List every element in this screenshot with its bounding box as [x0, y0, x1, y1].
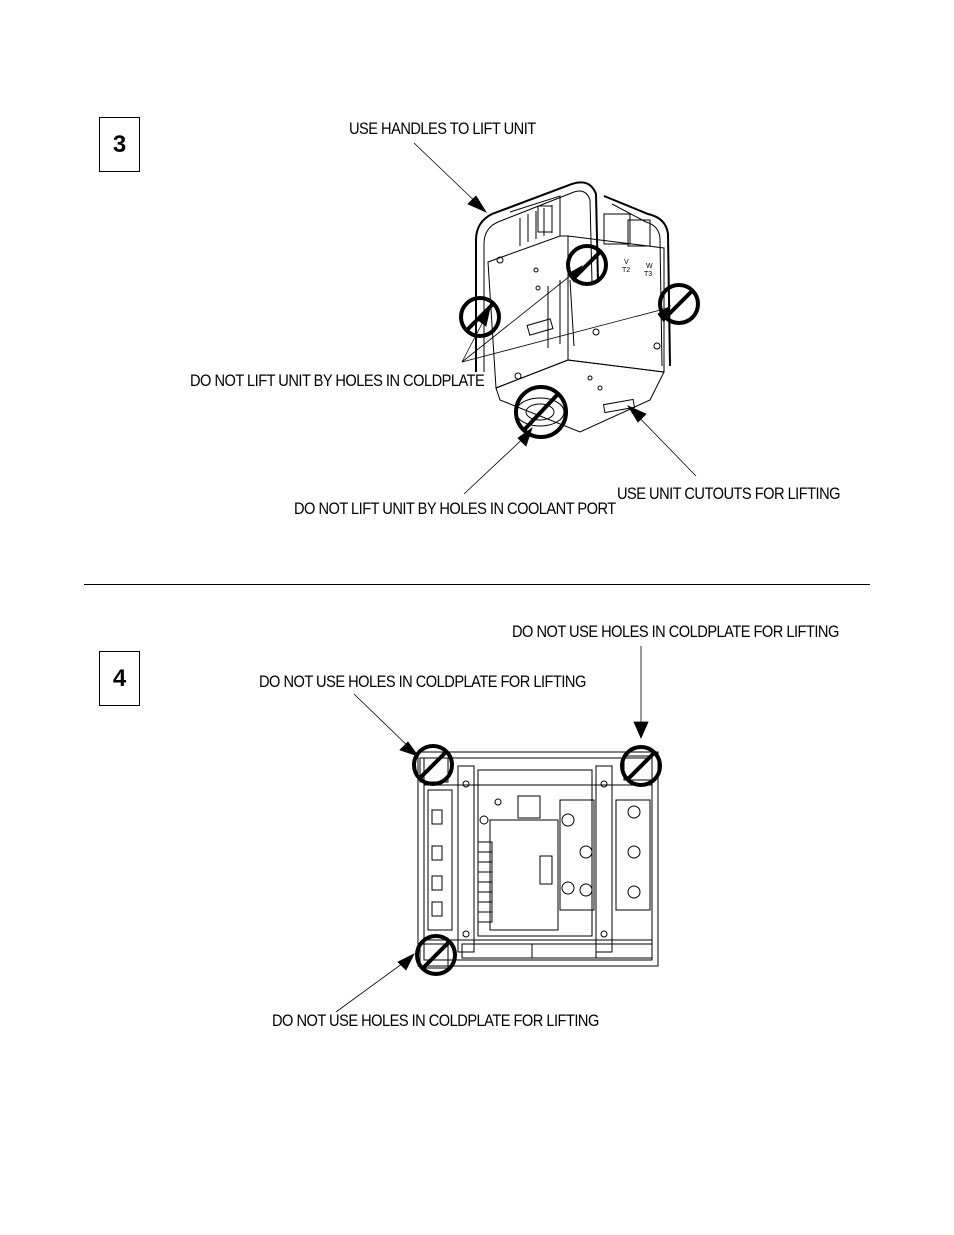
label-use-handles: USE HANDLES TO LIFT UNIT — [349, 119, 536, 138]
prohibition-icon-coldplate-left — [461, 298, 499, 336]
label-no-use-holes-top-right: DO NOT USE HOLES IN COLDPLATE FOR LIFTING — [512, 622, 839, 641]
leader-lines-step-3 — [414, 143, 696, 494]
terminal-t3: T3 — [644, 271, 653, 278]
terminal-v: V — [624, 259, 629, 266]
label-no-use-holes-top-left: DO NOT USE HOLES IN COLDPLATE FOR LIFTING — [259, 672, 586, 691]
prohibition-icon-top-right-corner — [622, 747, 660, 785]
unit-top-view-drawing — [418, 752, 658, 968]
terminal-w: W — [646, 263, 653, 270]
step-3-number: 3 — [112, 130, 127, 158]
label-no-use-holes-bottom: DO NOT USE HOLES IN COLDPLATE FOR LIFTING — [272, 1011, 599, 1030]
step-4-number: 4 — [112, 664, 127, 692]
label-use-cutouts: USE UNIT CUTOUTS FOR LIFTING — [617, 484, 841, 503]
label-no-holes-coldplate: DO NOT LIFT UNIT BY HOLES IN COLDPLATE — [190, 371, 485, 390]
label-no-holes-coolant: DO NOT LIFT UNIT BY HOLES IN COOLANT PORT — [294, 499, 616, 518]
terminal-t2: T2 — [622, 267, 631, 274]
prohibition-icon-coolant-port — [516, 387, 566, 437]
leader-lines-step-4 — [336, 646, 648, 1012]
unit-isometric-drawing — [476, 182, 670, 432]
